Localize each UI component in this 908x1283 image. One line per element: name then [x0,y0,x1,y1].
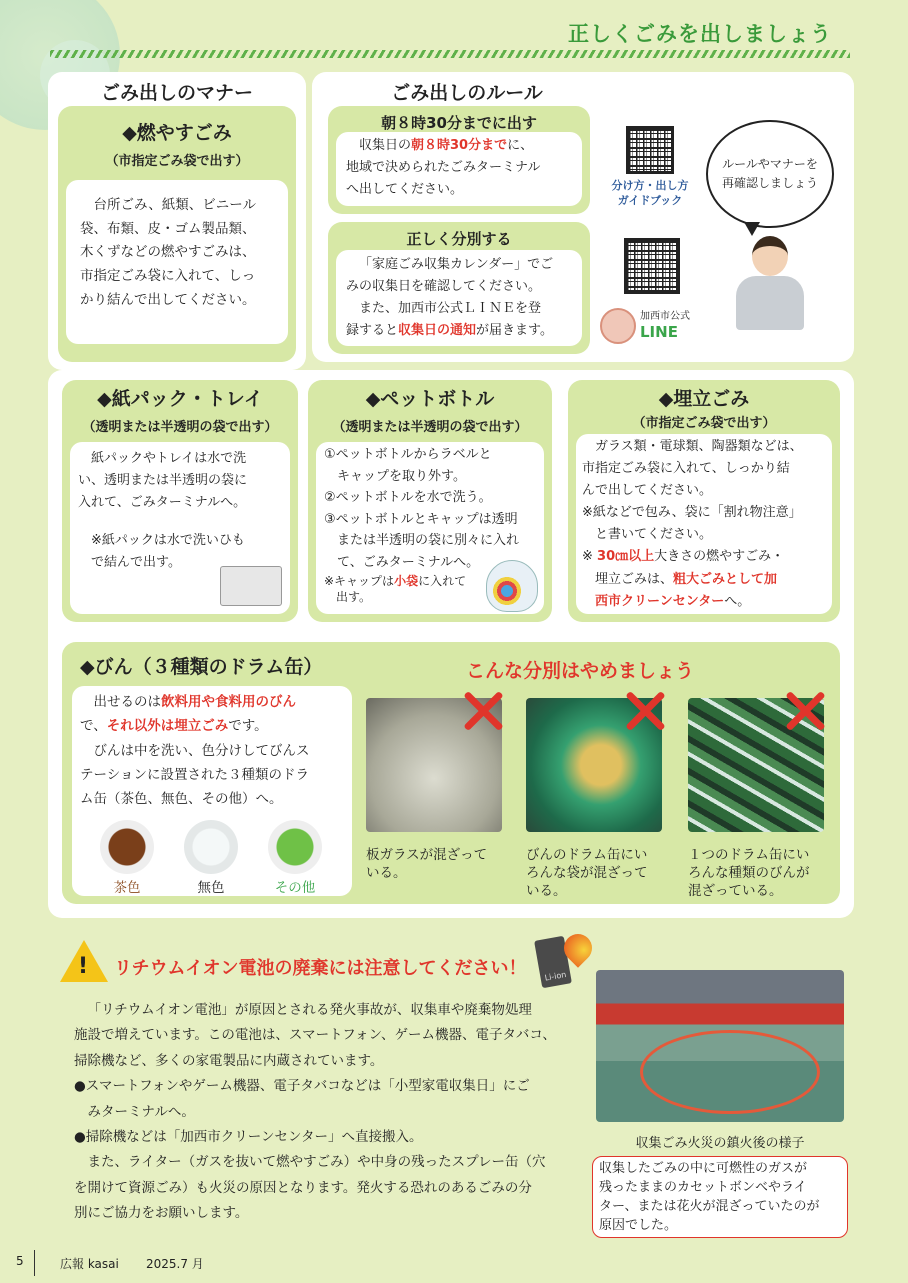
caption-mixed-bottles: １つのドラム缶にい ろんな種類のびんが 混ざっている。 [688,847,810,900]
pet-title: ◆ペットボトル [365,388,495,410]
bad-sorting-title: こんな分別はやめましょう [466,660,695,682]
line-qr-icon[interactable] [624,238,680,294]
cap-bag-icon [486,560,538,612]
prohibit-x-icon [784,690,826,732]
manners-heading: ごみ出しのマナー [100,82,253,104]
page-title: 正しくごみを出しましょう [568,22,832,46]
title-stripe [50,50,850,58]
prohibit-x-icon [462,690,504,732]
line-label: 加西市公式 LINE [640,311,690,341]
battery-title: リチウムイオン電池の廃棄には注意してください！ [114,958,527,979]
line-mascot-icon [600,308,636,344]
rules-heading: ごみ出しのルール [391,82,543,104]
burnable-text: 台所ごみ、紙類、ビニール 袋、布類、皮・ゴム製品類、 木くずなどの燃やすごみは、 市指定ごみ袋に入れて、しっ かり結んで出してください。 [66,180,288,344]
photo-caption: 収集ごみ火災の鎮火後の様子 [635,1136,805,1151]
warning-mark: ! [78,954,89,979]
guidebook-qr-icon[interactable] [626,126,674,174]
burnable-subtitle: （市指定ごみ袋で出す） [105,154,249,169]
brown-bottle-icon [100,820,154,874]
landfill-subtitle: （市指定ごみ袋で出す） [632,416,776,431]
fire-scene-ring [640,1030,820,1114]
battery-icon: Li-ion [534,936,572,988]
clear-bottle-icon [184,820,238,874]
prohibit-x-icon [624,690,666,732]
paper-text: 紙パックやトレイは水で洗 い、透明または半透明の袋に 入れて、ごみターミナルへ。 ※紙パックは水で洗いひも で結んで出す。 [70,442,290,614]
speech-tail [744,222,760,236]
cause-note: 収集したごみの中に可燃性のガスが 残ったままのカセットボンベやライ ター、または花火が混ざっていたのが 原因でした。 [592,1156,848,1238]
sort-title: 正しく分別する [406,230,512,248]
paper-title: ◆紙パック・トレイ [97,388,263,410]
green-bottle-icon [268,820,322,874]
footer-divider [34,1250,35,1276]
bottles-title: ◆びん（３種類のドラム缶） [80,656,323,678]
landfill-title: ◆埋立ごみ [658,388,750,410]
battery-text: 「リチウムイオン電池」が原因とされる発火事故が、収集車や廃棄物処理 施設で増えています。この電池は、スマートフォン、ゲーム機器、電子タバコ、 掃除機など、多くの家電製品に内蔵されています。 ●スマートフォンやゲーム機器、電子タバコなどは「小型家電収集日」にご みターミナルへ。 ●掃除機などは「加西市クリーンセンター」へ直接搬入。 また、ライター（ガスを抜いて燃やすごみ）や中身の残ったスプレー缶（穴 を開けて資源ごみ）も火災の原因となります。発火する恐れのあるごみの分 別にご協力をお願いします。 [74,1002,556,1221]
speech-bubble: ルールやマナーを 再確認しましょう [706,120,834,228]
paper-subtitle: （透明または半透明の袋で出す） [82,420,278,435]
footer-date: 2025.7 月 [146,1257,204,1271]
bottle-label-brown: 茶色 [113,880,141,896]
sort-text: 「家庭ごみ収集カレンダー」でご みの収集日を確認してください。 また、加西市公式ＬＩＮＥを登 録すると収集日の通知が届きます。 [336,250,582,346]
caption-plate-glass: 板ガラスが混ざって いる。 [366,847,488,882]
caption-mixed-bags: びんのドラム缶にい ろんな袋が混ざって いる。 [526,847,648,900]
guidebook-label: 分け方・出し方 ガイドブック [611,179,689,208]
footer-publication: 広報 kasai [60,1257,119,1271]
by830-title: 朝８時30分までに出す [381,114,537,132]
burnable-title: ◆燃やすごみ [122,122,232,144]
bottle-label-other: その他 [274,880,316,896]
milk-carton-icon [220,566,282,606]
pet-subtitle: （透明または半透明の袋で出す） [332,420,528,435]
by830-text: 収集日の朝８時30分までに、 地域で決められたごみターミナル へ出してください。 [336,132,582,206]
page-number: 5 [16,1254,24,1268]
staff-person-icon [736,236,804,330]
bottles-text: 出せるのは飲料用や食料用のびん で、それ以外は埋立ごみです。 びんは中を洗い、色分けしてびんス テーションに設置された３種類のドラ ム缶（茶色、無色、その他）へ。 [72,686,352,896]
landfill-text: ガラス類・電球類、陶器類などは、 市指定ごみ袋に入れて、しっかり結 んで出してください。 ※紙などで包み、袋に「割れ物注意」 と書いてください。 ※ 30㎝以上大きさの燃やすごみ・ 埋立ごみは、粗大ごみとして加 西市クリーンセンターへ。 [576,434,832,614]
pet-text: ①ペットボトルからラベルと キャップを取り外す。 ②ペットボトルを水で洗う。 ③ペットボトルとキャップは透明 または半透明の袋に別々に入れ て、ごみターミナルへ。 ※キャップは小袋に入れて 出す。 [316,442,544,614]
bottle-label-clear: 無色 [197,880,225,896]
